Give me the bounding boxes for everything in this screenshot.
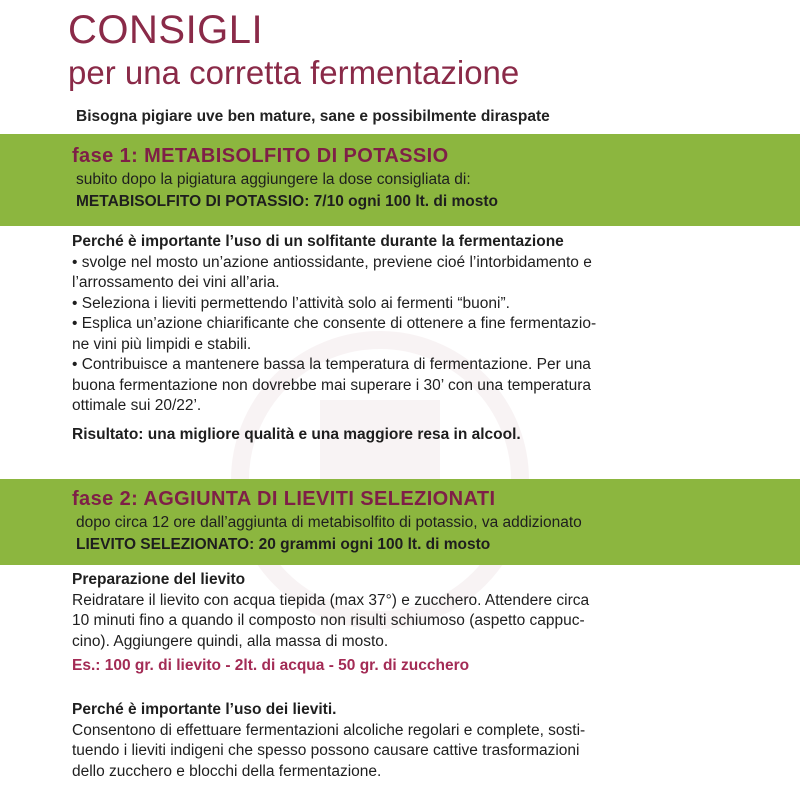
section1-result: Risultato: una migliore qualità e una maggiore resa in alcool.	[72, 425, 521, 443]
phase2-instruction: dopo circa 12 ore dall’aggiunta di metabisolfito di potassio, va addizionato	[76, 514, 582, 531]
section1-line: • svolge nel mosto un’azione antiossidante, previene cioé l’intorbidamento e	[72, 253, 592, 271]
section2-line: Reidratare il lievito con acqua tiepida (max 37°) e zucchero. Attendere circa	[72, 591, 590, 609]
section1-line: l’arrossamento dei vini all’aria.	[72, 274, 280, 291]
section2-line: cino). Aggiungere quindi, alla massa di mosto.	[72, 632, 389, 650]
section3-line: tuendo i lieviti indigeni che spesso possono causare cattive trasformazioni	[72, 742, 580, 759]
section1-line: buona fermentazione non dovrebbe mai superare i 30’ con una temperatura	[72, 376, 592, 394]
section2-example: Es.: 100 gr. di lievito - 2lt. di acqua - 50 gr. di zucchero	[72, 657, 470, 674]
section1-heading: Perché è importante l’uso di un solfitante durante la fermentazione	[72, 233, 564, 250]
phase2-title: fase 2: AGGIUNTA DI LIEVITI SELEZIONATI	[72, 488, 496, 510]
phase1-instruction: subito dopo la pigiatura aggiungere la dose consigliata di:	[76, 171, 471, 188]
section1-line: ottimale sui 20/22’.	[72, 397, 202, 414]
section1-line: • Esplica un’azione chiarificante che consente di ottenere a fine fermentazio-	[72, 315, 597, 332]
section3-heading: Perché è importante l’uso dei lieviti.	[72, 701, 337, 718]
page-subtitle: per una corretta fermentazione	[68, 54, 520, 91]
section-lieviti	[72, 700, 732, 782]
section1-line: • Seleziona i lieviti permettendo l’attività solo ai fermenti “buoni”.	[72, 294, 510, 312]
intro-text: Bisogna pigiare uve ben mature, sane e possibilmente diraspate	[76, 108, 550, 125]
section2-line: 10 minuti fino a quando il composto non risulti schiumoso (aspetto cappuc-	[72, 612, 585, 629]
section3-line: dello zucchero e blocchi della fermentazione.	[72, 762, 382, 780]
section-solfitante	[72, 232, 732, 445]
phase1-dose: METABISOLFITO DI POTASSIO: 7/10 ogni 100 lt. di mosto	[76, 193, 498, 210]
phase1-title: fase 1: METABISOLFITO DI POTASSIO	[72, 145, 449, 167]
section3-line: Consentono di effettuare fermentazioni alcoliche regolari e complete, sosti-	[72, 721, 586, 739]
page-title: CONSIGLI	[68, 8, 264, 52]
section2-heading: Preparazione del lievito	[72, 571, 246, 588]
phase2-dose: LIEVITO SELEZIONATO: 20 grammi ogni 100 lt. di mosto	[76, 536, 491, 553]
section-preparazione	[72, 570, 732, 677]
section1-line: • Contribuisce a mantenere bassa la temperatura di fermentazione. Per una	[72, 356, 591, 373]
section1-line: ne vini più limpidi e stabili.	[72, 335, 252, 353]
